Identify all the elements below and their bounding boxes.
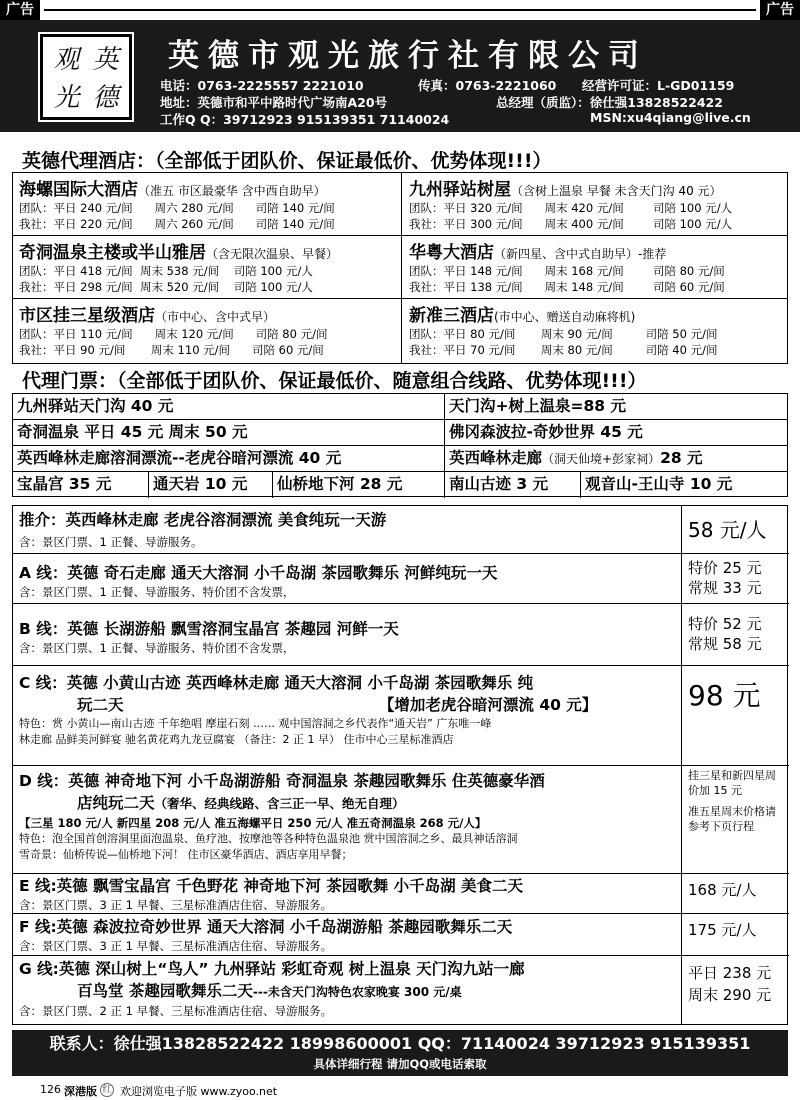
tour-row-e (13, 874, 789, 914)
contact-line: 联系人：徐仕强13828522422 18998600001 QQ：71140024 39712923 915139351 (49, 1034, 751, 1053)
hotel-note: （市中心、含中式早） (155, 310, 276, 324)
hotel-price-line: 我社：平日 138 元/间 周末 148 元/间 司陪 60 元/间 (409, 280, 725, 294)
manager: 总经理（质监）：徐仕强13828522422 (496, 95, 723, 110)
tour-includes: 含：景区门票、2 正 1 早餐、三星标准酒店住宿、导游服务。 (19, 1004, 333, 1018)
tour-title-cont (19, 792, 679, 815)
ticket-cell (445, 446, 788, 472)
msn: MSN:xu4qiang@live.cn (590, 110, 751, 125)
page-number: 126 (40, 1083, 61, 1096)
tour-price (681, 956, 788, 1025)
tour-includes: 含：景区门票、1 正餐、导游服务。 (19, 535, 203, 549)
ticket-cell: 九州驿站天门沟 40 元 (13, 394, 445, 420)
contact-note: 具体详细行程 请加QQ或电话索取 (313, 1057, 487, 1071)
hotel-card (409, 175, 732, 232)
hotel-card (19, 175, 335, 232)
company-logo (40, 34, 132, 120)
tour-price (681, 604, 788, 665)
hotel-card (409, 238, 725, 295)
divider (13, 235, 787, 236)
hotels-title: 英德代理酒店：（全部低于团队价、保证最低价、优势体现!!!） (22, 150, 552, 172)
tour-title: B 线：英德 长湖游船 飘雪溶洞宝晶宫 茶趣园 河鲜一天 (19, 620, 399, 638)
hotel-card (19, 238, 338, 295)
hotels-grid (12, 172, 788, 364)
hotel-price-line: 团队：平日 80 元/间 周末 90 元/间 司陪 50 元/间 (409, 327, 718, 341)
hotel-note: （新四星、含中式自助早）-推荐 (494, 247, 667, 261)
divider (13, 298, 787, 299)
tour-title: C 线：英德 小黄山古迹 英西峰林走廊 通天大溶洞 小千岛湖 茶园歌舞乐 纯 (19, 674, 534, 692)
tour-includes: 含：景区门票、1 正餐、导游服务、特价团不含发票， (19, 585, 295, 599)
divider (401, 173, 402, 363)
logo-char: 英 (92, 45, 119, 75)
price-special: 特价 25 元 (688, 559, 762, 577)
hotel-note: （含无限次温泉、早餐） (206, 247, 339, 261)
tour-price-options: 【三星 180 元/人 新四星 208 元/人 准五海螺平日 250 元/人 准五奇洞温泉 268 元/人】 (19, 816, 487, 830)
page-footer (0, 1080, 800, 1100)
hotel-name: 奇洞温泉主楼或半山雅居 (19, 243, 206, 263)
hotel-note: (市中心、赠送自动麻将机) (494, 310, 636, 324)
hotel-price-line: 我社：平日 220 元/间 周六 260 元/间 司陪 140 元/间 (19, 217, 335, 231)
hotel-card (409, 301, 717, 358)
tour-features: 特色：赏 小黄山—南山古迹 千年绝唱 摩崖石刻 …… 观中国溶洞之乡代表作“通天岩” 广东唯一峰 (19, 717, 492, 730)
ad-label-right: 广告 (760, 0, 800, 20)
tour-title-note: （奢华、经典线路、含三正一早、绝无自理） (154, 796, 405, 811)
red-logo-icon: 红 (100, 1083, 114, 1097)
tour-row-b (13, 604, 789, 666)
logo-char: 光 (53, 83, 80, 113)
ad-label-left: 广告 (0, 0, 40, 20)
tour-features: 林走廊 品鲜美河鲜宴 驰名黄花鸡九龙豆腐宴 （备注：2 正 1 早） 住市中心三星标准酒店 (19, 733, 454, 746)
ticket-label: 英西峰林走廊 (449, 449, 543, 467)
tour-title: 推介：英西峰林走廊 老虎谷溶洞漂流 美食纯玩一天游 (19, 511, 387, 529)
hotel-note: （准五 市区最豪华 含中西自助早） (138, 184, 326, 198)
hotel-price-line: 我社：平日 300 元/间 周末 400 元/间 司陪 100 元/人 (409, 217, 733, 231)
ticket-cell: 仙桥地下河 28 元 (273, 472, 445, 498)
edition-label: 深港版 (64, 1085, 97, 1098)
contact-bar (12, 1030, 788, 1076)
hotel-price-line: 团队：平日 240 元/间 周六 280 元/间 司陪 140 元/间 (19, 201, 335, 215)
company-header (0, 20, 800, 132)
tour-title: D 线：英德 神奇地下河 小千岛湖游船 奇洞温泉 茶趣园歌舞乐 住英德豪华酒 (19, 772, 545, 790)
logo-char: 德 (92, 83, 119, 113)
fax: 传真：0763-2221060 (418, 78, 557, 93)
tour-price: 98 元 (681, 666, 788, 765)
tour-row-a (13, 554, 789, 604)
hotel-name: 市区挂三星级酒店 (19, 306, 155, 326)
tour-title: G 线:英德 深山树上“鸟人” 九州驿站 彩虹奇观 树上温泉 天门沟九站一廊 (19, 960, 525, 978)
price-weekday: 平日 238 元 (688, 964, 772, 982)
tour-features: 雪奇景：仙桥传说—仙桥地下河！ 住市区豪华酒店、酒店享用早餐； (19, 848, 353, 861)
tour-highlight: 【增加老虎谷暗河漂流 40 元】 (378, 696, 598, 714)
tour-features: 特色：泡全国首创溶洞里面泡温泉、鱼疗池、按摩池等各种特色温泉池 赏中国溶洞之乡、最具神话溶洞 (19, 832, 518, 845)
price-regular: 常规 58 元 (688, 635, 762, 653)
tour-includes: 含：景区门票、3 正 1 早餐、三星标准酒店住宿、导游服务。 (19, 898, 333, 912)
tour-title: A 线：英德 奇石走廊 通天大溶洞 小千岛湖 茶园歌舞乐 河鲜纯玩一天 (19, 564, 498, 582)
tour-includes: 含：景区门票、3 正 1 早餐、三星标准酒店住宿、导游服务。 (19, 939, 333, 953)
tour-includes: 含：景区门票、1 正餐、导游服务、特价团不含发票， (19, 641, 295, 655)
company-name: 英德市观光旅行社有限公司 (168, 38, 648, 74)
tour-price: 175 元/人 (681, 914, 788, 955)
tours-table (12, 505, 788, 1025)
address: 地址：英德市和平中路时代广场南A20号 (160, 95, 388, 110)
website-link[interactable]: 欢迎浏览电子版 www.zyoo.net (120, 1085, 278, 1098)
tour-price: 168 元/人 (681, 874, 788, 913)
hotel-name: 华粤大酒店 (409, 243, 494, 263)
hotel-note: （含树上温泉 早餐 未含天门沟 40 元） (511, 184, 722, 198)
hotel-price-line: 团队：平日 418 元/间 周末 538 元/间 司陪 100 元/人 (19, 264, 313, 278)
ticket-cell: 英西峰林走廊溶洞漂流--老虎谷暗河漂流 40 元 (13, 446, 445, 472)
tour-row-f (13, 914, 789, 956)
tour-price (681, 554, 788, 603)
price-regular: 常规 33 元 (688, 579, 762, 597)
hotel-name: 新准三酒店 (409, 306, 494, 326)
tour-title-line2: 百鸟堂 茶趣园歌舞乐二天 (77, 982, 253, 1000)
tour-title: E 线:英德 飘雪宝晶宫 千色野花 神奇地下河 茶园歌舞 小千岛湖 美食二天 (19, 877, 524, 895)
hotel-price-line: 团队：平日 320 元/间 周末 420 元/间 司陪 100 元/人 (409, 201, 733, 215)
ticket-cell: 佛冈森波拉-奇妙世界 45 元 (445, 420, 788, 446)
tour-title-line2: 店纯玩二天 (77, 794, 155, 812)
tour-row-g (13, 956, 789, 1025)
ticket-cell: 南山古迹 3 元 (445, 472, 581, 498)
tour-row-c (13, 666, 789, 766)
ticket-cell: 通天岩 10 元 (149, 472, 273, 498)
ticket-cell: 奇洞温泉 平日 45 元 周末 50 元 (13, 420, 445, 446)
tour-price-notes (681, 766, 788, 873)
tour-title-note: ---未含天门沟特色农家晚宴 300 元/桌 (252, 985, 462, 999)
hotel-name: 海螺国际大酒店 (19, 180, 138, 200)
price-note: 准五星周末价格请参考下页行程 (688, 805, 776, 833)
hotel-price-line: 我社：平日 298 元/间 周末 520 元/间 司陪 100 元/人 (19, 280, 313, 294)
tour-title-line2: 玩二天 (77, 696, 124, 714)
hotel-price-line: 我社：平日 70 元/间 周末 80 元/间 司陪 40 元/间 (409, 343, 718, 357)
tour-price: 58 元/人 (681, 506, 788, 553)
hotel-card (19, 301, 327, 358)
tour-title-cont (19, 694, 679, 716)
tour-title-cont (19, 980, 679, 1003)
tour-title: F 线:英德 森波拉奇妙世界 通天大溶洞 小千岛湖游船 茶趣园歌舞乐二天 (19, 918, 513, 936)
tickets-title: 代理门票：（全部低于团队价、保证最低价、随意组合线路、优势体现!!!） (22, 370, 647, 392)
hotel-price-line: 团队：平日 148 元/间 周末 168 元/间 司陪 80 元/间 (409, 264, 725, 278)
logo-char: 观 (53, 45, 80, 75)
phone: 电话：0763-2225557 2221010 (160, 78, 364, 93)
ad-bar (0, 0, 800, 20)
ticket-cell: 天门沟+树上温泉=88 元 (445, 394, 788, 420)
hotel-price-line: 团队：平日 110 元/间 周末 120 元/间 司陪 80 元/间 (19, 327, 328, 341)
hotel-name: 九州驿站树屋 (409, 180, 511, 200)
license: 经营许可证：L-GD01159 (582, 78, 735, 93)
price-weekend: 周末 290 元 (688, 986, 772, 1004)
ticket-cell: 观音山-王山寺 10 元 (585, 475, 733, 493)
ticket-note: （洞天仙境+彭家祠） (542, 452, 661, 466)
tickets-table (12, 393, 788, 497)
price-special: 特价 52 元 (688, 615, 762, 633)
price-note: 挂三星和新四星周价加 15 元 (688, 769, 776, 797)
ticket-price: 28 元 (660, 449, 703, 467)
work-qq: 工作Q Q：39712923 915139351 71140024 (160, 112, 450, 127)
divider (44, 9, 756, 11)
tour-row-d (13, 766, 789, 874)
hotel-price-line: 我社：平日 90 元/间 周末 110 元/间 司陪 60 元/间 (19, 343, 324, 357)
tour-row-featured (13, 506, 789, 554)
ticket-cell: 宝晶宫 35 元 (13, 472, 149, 498)
